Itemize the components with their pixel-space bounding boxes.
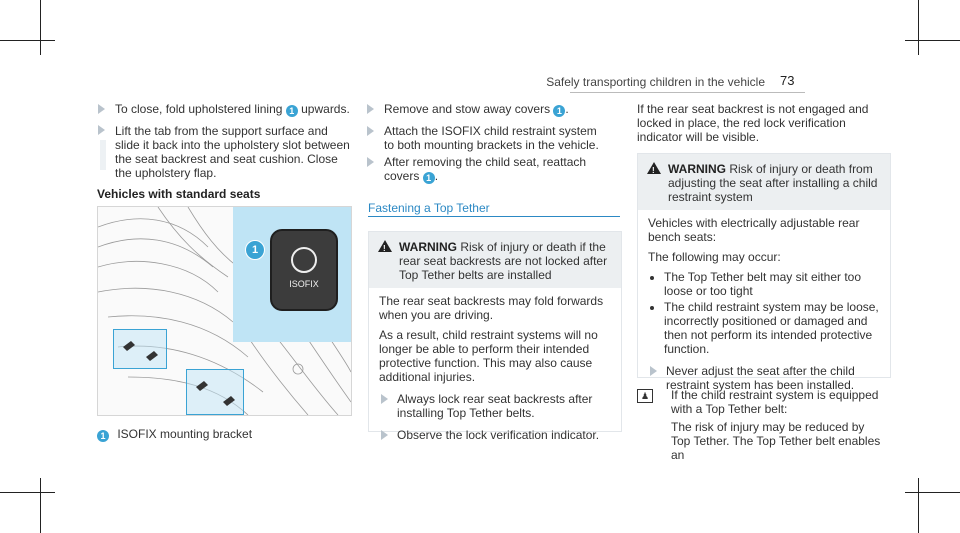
legend bbox=[97, 427, 347, 442]
running-header: Safely transporting children in the vehicle bbox=[546, 75, 765, 89]
header-rule bbox=[570, 92, 805, 93]
step-arrow-icon bbox=[98, 104, 105, 114]
callout-number: 1 bbox=[553, 105, 565, 117]
callout-number: 1 bbox=[286, 105, 298, 117]
callout-number: 1 bbox=[97, 430, 109, 442]
crop-mark bbox=[918, 0, 919, 55]
crop-mark bbox=[40, 478, 41, 533]
crop-mark bbox=[0, 40, 55, 41]
step-text-part: . bbox=[565, 102, 569, 116]
step-text-part: To close, fold upholstered lining bbox=[115, 102, 283, 116]
step-arrow-icon bbox=[367, 104, 374, 114]
step-text: Attach the ISOFIX child restraint system to both mounting brackets in the vehicle. bbox=[384, 124, 599, 152]
step-arrow-icon bbox=[367, 157, 374, 167]
list-item: • The child restraint system may be loose, incorrectly positioned or damaged and then not perform its intended protective function. bbox=[664, 300, 880, 356]
section-heading: Vehicles with standard seats bbox=[97, 187, 261, 201]
warning-paragraph: Vehicles with electrically adjustable rear bench seats: bbox=[648, 216, 860, 244]
callout-number: 1 bbox=[423, 172, 435, 184]
warning-title: Risk of injury or death from adjusting the seat after installing a child restraint system bbox=[668, 162, 878, 204]
note-paragraph: If the child restraint system is equipped with a Top Tether belt: bbox=[671, 388, 879, 416]
step-bar bbox=[100, 140, 106, 170]
warning-step-text: Observe the lock verification indicator. bbox=[397, 428, 600, 442]
step-text-part: . bbox=[434, 169, 439, 183]
legend-text: ISOFIX mounting bracket bbox=[117, 427, 253, 441]
warning-title: Risk of injury or death if the rear seat backrests are not locked after Top Tether belts are installed bbox=[399, 240, 608, 282]
warning-label: WARNING bbox=[668, 162, 726, 176]
child-seat-note-icon: ♟ bbox=[637, 389, 653, 403]
callout-number: 1 bbox=[245, 240, 265, 260]
step-arrow-icon bbox=[381, 394, 388, 404]
step-text: Lift the tab from the support surface and slide it back into the upholstery slot between the seat backrest and seat cushion. Close the upholstery flap. bbox=[115, 124, 350, 180]
step-text-part: upwards. bbox=[301, 102, 350, 116]
isofix-label: ISOFIX bbox=[289, 279, 319, 289]
seat-illustration bbox=[97, 206, 352, 416]
crop-mark bbox=[905, 492, 960, 493]
warning-label: WARNING bbox=[399, 240, 457, 254]
step-arrow-icon bbox=[98, 125, 105, 135]
warning-header bbox=[369, 232, 621, 288]
step-text bbox=[384, 155, 609, 184]
crop-mark bbox=[40, 0, 41, 55]
warning-paragraph: The following may occur: bbox=[648, 250, 781, 264]
warning-list bbox=[648, 270, 880, 356]
crop-mark bbox=[0, 492, 55, 493]
step-arrow-icon bbox=[381, 430, 388, 440]
step-text bbox=[115, 102, 350, 117]
step-text-part: Remove and stow away covers bbox=[384, 102, 551, 116]
warning-box bbox=[368, 231, 622, 442]
warning-box bbox=[637, 153, 891, 392]
warning-triangle-icon: ! bbox=[647, 162, 661, 174]
step-arrow-icon bbox=[650, 366, 657, 376]
step-arrow-icon bbox=[367, 126, 374, 136]
warning-body bbox=[638, 210, 890, 400]
page-number: 73 bbox=[780, 73, 795, 88]
crop-mark bbox=[905, 40, 960, 41]
crop-mark bbox=[918, 478, 919, 533]
warning-paragraph: The rear seat backrests may fold forwards when you are driving. bbox=[379, 294, 604, 322]
warning-step-text: Always lock rear seat backrests after installing Top Tether belts. bbox=[397, 392, 593, 420]
section-heading: Fastening a Top Tether bbox=[368, 201, 490, 215]
heading-rule bbox=[368, 216, 620, 217]
warning-header bbox=[638, 154, 890, 210]
intro-paragraph: If the rear seat backrest is not engaged and locked in place, the red lock verification indicator will be visible. bbox=[637, 102, 869, 144]
step-text bbox=[384, 102, 614, 117]
warning-step-text: Never adjust the seat after the child restraint system has been installed. bbox=[666, 364, 855, 392]
bracket-marks bbox=[98, 207, 351, 415]
step-text-part: After removing the child seat, reattach covers bbox=[384, 155, 587, 183]
warning-step bbox=[379, 428, 611, 442]
list-item: • The Top Tether belt may sit either too loose or too tight bbox=[664, 270, 880, 298]
warning-step bbox=[379, 392, 611, 420]
warning-body bbox=[369, 288, 621, 450]
warning-triangle-icon: ! bbox=[378, 240, 392, 252]
warning-paragraph: As a result, child restraint systems will no longer be able to perform their intended protective function. This may also cause additional injuries. bbox=[379, 328, 598, 384]
note-paragraph: The risk of injury may be reduced by Top Tether. The Top Tether belt enables an bbox=[671, 420, 881, 462]
